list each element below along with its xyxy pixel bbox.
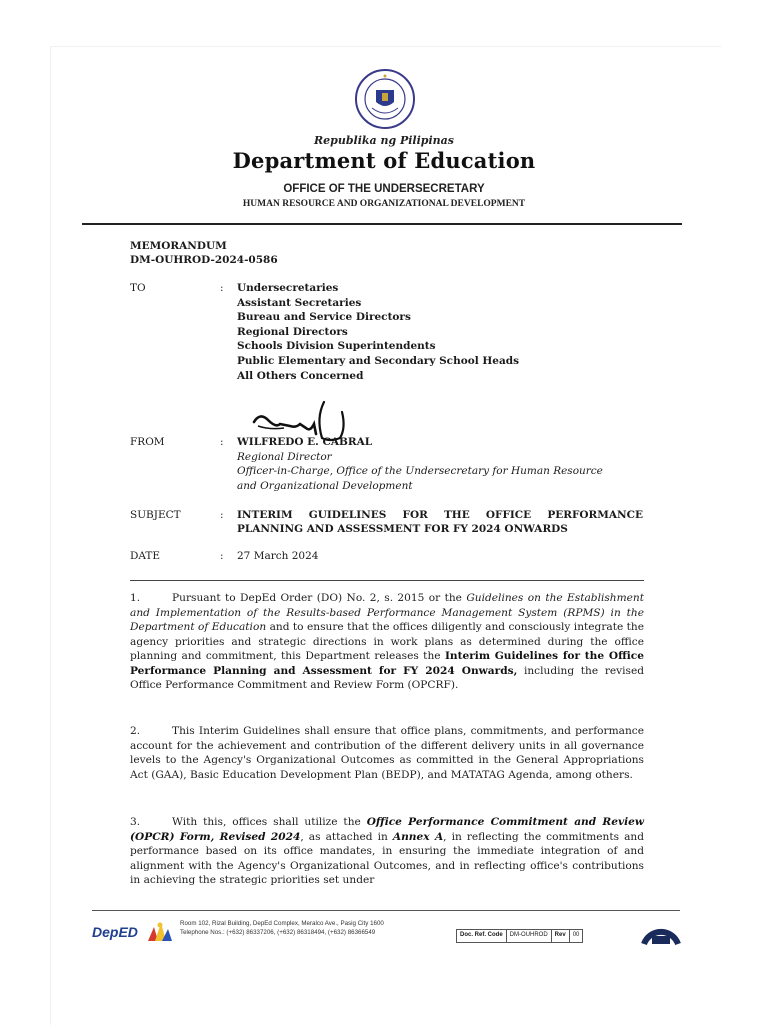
deped-logo: DepED [92,924,138,940]
sender-title: Regional Director [237,450,332,463]
date-value: 27 March 2024 [237,550,319,562]
subject-colon: : [220,509,224,521]
recipient: All Others Concerned [237,369,364,382]
recipient-list [237,281,519,383]
telephone-line: Telephone Nos.: (+632) 86337206, (+632) 86318494, (+632) 86366549 [180,929,376,936]
from-label: FROM [130,436,165,448]
bagong-pilipinas-logo-icon [146,919,174,945]
republic-label: Republika ng Pilipinas [314,134,454,147]
header-divider [82,223,682,225]
date-label: DATE [130,550,161,562]
footer-address [180,919,384,937]
from-colon: : [220,436,224,448]
docref-label: Doc. Ref. Code [457,930,507,942]
deped-seal-icon [354,68,416,130]
department-title: Department of Education [232,148,536,173]
paragraph-number: 3. [130,816,141,828]
footer-divider [92,910,680,911]
date-colon: : [220,550,224,562]
paragraph-number: 1. [130,592,141,604]
office-title: OFFICE OF THE UNDERSECRETARY [283,183,485,195]
to-label: TO [130,282,146,294]
memo-number: DM-OUHROD-2024-0586 [130,254,278,266]
body-divider [130,580,644,581]
suboffice-title: HUMAN RESOURCE AND ORGANIZATIONAL DEVELOPMENT [242,199,526,209]
recipient: Assistant Secretaries [237,296,362,309]
recipient: Public Elementary and Secondary School Heads [237,354,520,367]
recipient: Regional Directors [237,325,348,338]
subject-label: SUBJECT [130,509,181,521]
rev-value: 00 [572,932,580,938]
recipient: Schools Division Superintendents [237,340,436,353]
paragraph-number: 2. [130,725,141,737]
paragraph-2: 2. This Interim Guidelines shall ensure that office plans, commitments, and performance account for the achievement and contribution of the different delivery units in all governance levels to the Agency's Organizational Outcomes as committed in the General Appropriations Act (GAA), Basic Education Development Plan (BEDP), and MATATAG Agenda, among others. [130,725,644,781]
to-colon: : [220,282,224,294]
paragraph-3: 3. With this, offices shall utilize the Office Performance Commitment and Review (OPCR) Form, Revised 2024, as attached in Annex A, in reflecting the commitments and performance based on its office mandates, in ensuring the immediate integration of and alignment with the Agency's Organizational Outcomes, and in reflecting office's contributions in achieving the strategic priorities set under [130,816,645,886]
sender-office-cont: and Organizational Development [237,479,413,492]
paragraph-1: 1. Pursuant to DepEd Order (DO) No. 2, s. 2015 or the Guidelines on the Establishment and Implementation of the Results-based Performance Management System (RPMS) in the Department of Education and to ensure that the offices diligently and consciously integrate the agency priorities and strategic directions in work plans as determined during the office planning and commitment, this Department releases the Interim Guidelines for the Office Performance Planning and Assessment for FY 2024 Onwards, including the revised Office Performance Commitment and Review Form (OPCRF). [130,592,645,691]
rev-label: Rev [552,930,570,942]
certification-badge-icon [640,918,682,946]
memo-heading [130,239,278,267]
memo-type: MEMORANDUM [130,240,227,252]
subject-text: INTERIM GUIDELINES FOR THE OFFICE PERFORMANCE PLANNING AND ASSESSMENT FOR FY 2024 ONWARDS [237,509,643,535]
sender-name: WILFREDO E. CABRAL [237,436,373,448]
address-line: Room 102, Rizal Building, DepEd Complex, Meralco Ave., Pasig City 1600 [180,920,384,927]
recipient: Undersecretaries [237,282,339,294]
sender-office: Officer-in-Charge, Office of the Undersecretary for Human Resource [237,465,603,478]
docref-value: DM-OUHROD [507,930,552,942]
recipient: Bureau and Service Directors [237,311,411,324]
doc-ref-table [456,929,583,943]
sender-block [237,435,603,493]
